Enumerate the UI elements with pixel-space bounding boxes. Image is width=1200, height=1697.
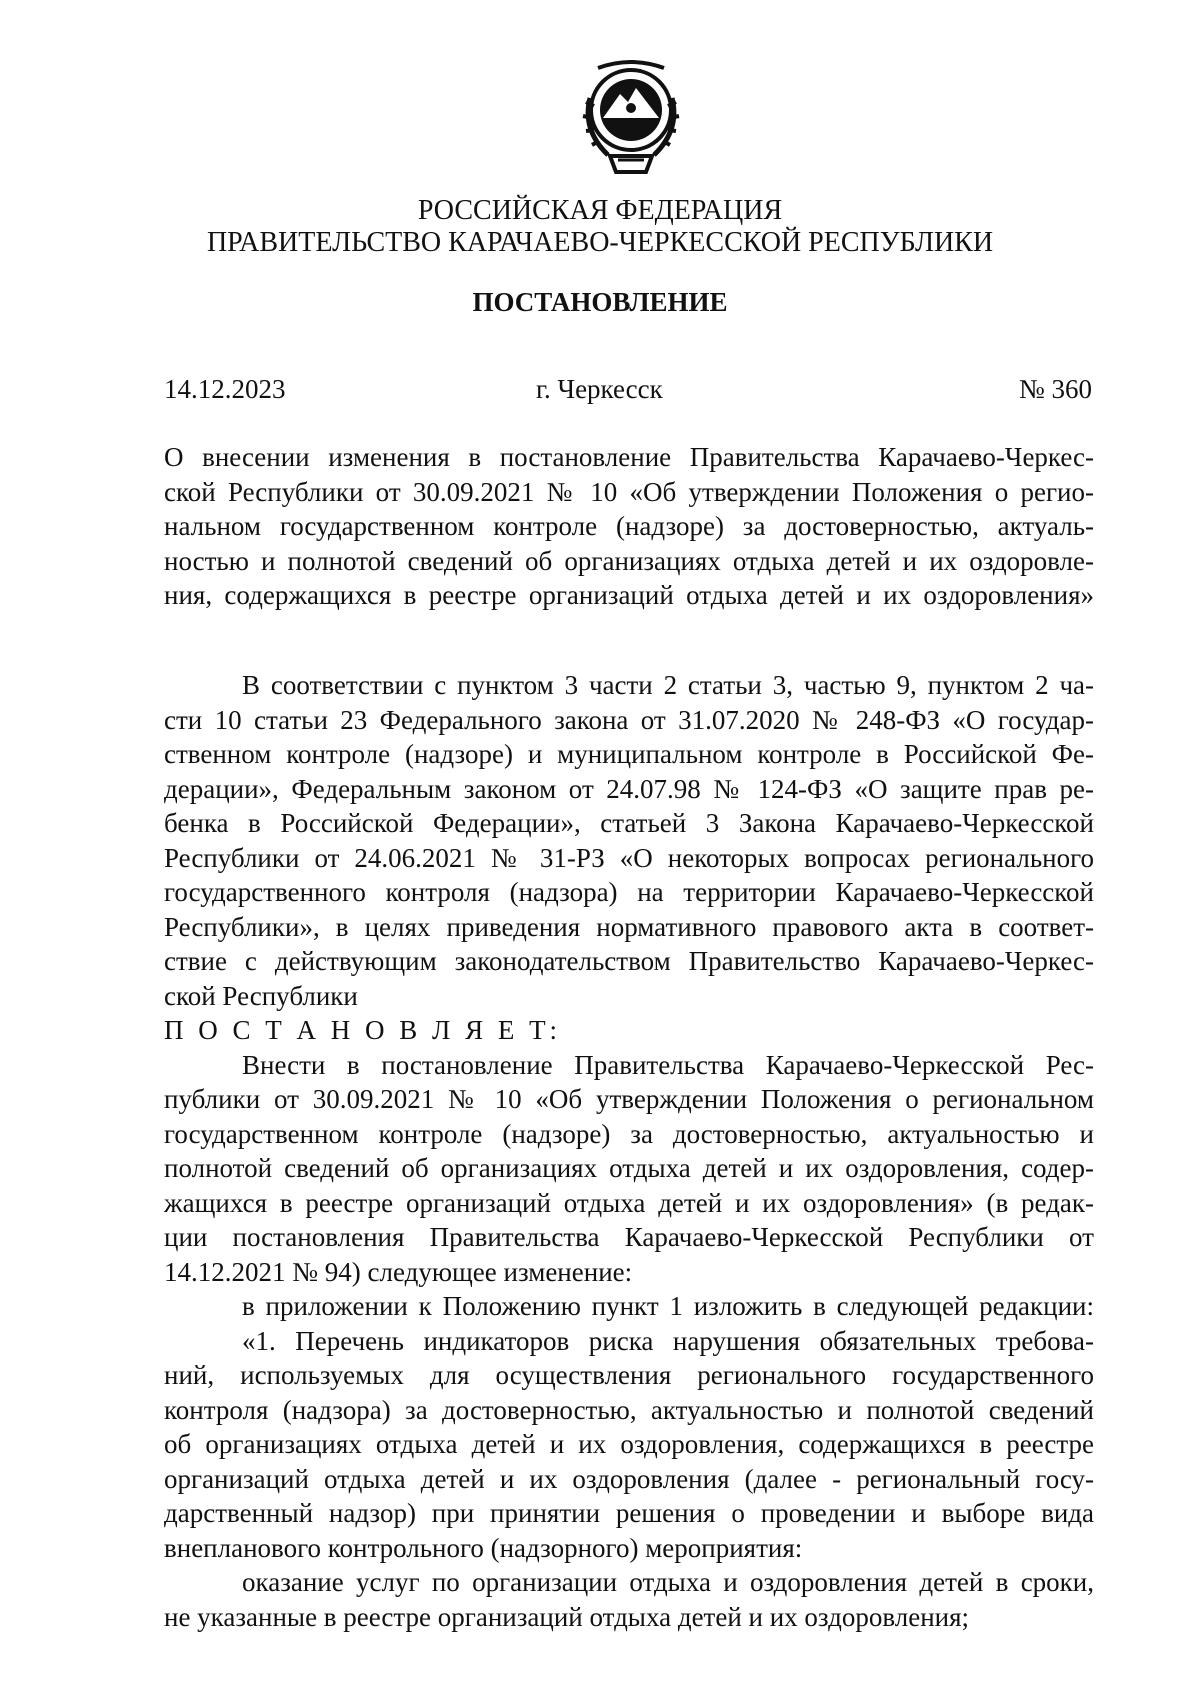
paragraph-line: контроля (надзора) за достоверностью, актуальностью и полнотой сведений [164,1394,1094,1425]
preamble-line: ственном контроле (надзоре) и муниципальном контроле в Российской Фе- [164,739,1094,769]
header-country: РОССИЙСКАЯ ФЕДЕРАЦИЯ [417,195,783,226]
paragraph-line: «1. Перечень индикаторов риска нарушения обязательных требова- [242,1325,1094,1356]
document-date: 14.12.2023 [164,374,286,404]
decree-word: П О С Т А Н О В Л Я Е Т: [164,1015,562,1045]
paragraph-line: ний, используемых для осуществления регионального государственного [164,1360,1094,1390]
header-government: ПРАВИТЕЛЬСТВО КАРАЧАЕВО-ЧЕРКЕССКОЙ РЕСПУБЛИКИ [206,227,994,258]
paragraph-line: государственном контроле (надзоре) за достоверностью, актуальностью и [164,1118,1094,1149]
preamble-line: бенка в Российской Федерации», статьей 3 Закона Карачаево-Черкесской [164,808,1094,838]
preamble-line: Республики», в целях приведения нормативного правового акта в соответ- [164,911,1094,942]
subject-line: ния, содержащихся в реестре организаций отдыха детей и их оздоровления» [164,580,1094,610]
paragraph-line: публики от 30.09.2021 № 10 «Об утверждении Положения о региональном [164,1084,1094,1114]
preamble-line: государственного контроля (надзора) на территории Карачаево-Черкесской [164,877,1094,907]
subject-line: ской Республики от 30.09.2021 № 10 «Об утверждении Положения о регио- [164,476,1094,507]
paragraph-line: организаций отдыха детей и их оздоровления (далее - региональный госу- [164,1463,1094,1494]
paragraph-line: ции постановления Правительства Карачаево-Черкесской Республики от [164,1222,1094,1252]
paragraph-line: в приложении к Положению пункт 1 изложить в следующей редакции: [242,1291,1094,1321]
document-type-title: ПОСТАНОВЛЕНИЕ [472,287,728,317]
preamble-line: Республики от 24.06.2021 № 31-РЗ «О некоторых вопросах регионального [164,842,1094,873]
preamble-line: ствие с действующим законодательством Правительство Карачаево-Черкес- [164,946,1094,976]
paragraph-line: дарственный надзор) при принятии решения о проведении и выборе вида [164,1498,1094,1528]
subject-line: нальном государственном контроле (надзоре) за достоверностью, актуаль- [164,511,1094,541]
preamble [164,668,1094,1634]
document-place: г. Черкесск [536,374,663,404]
preamble-line: сти 10 статьи 23 Федерального закона от 31.07.2020 № 248-ФЗ «О государ- [164,704,1094,735]
subject-line: О внесении изменения в постановление Правительства Карачаево-Черкес- [164,442,1094,472]
preamble-line: В соответствии с пунктом 3 части 2 статьи 3, частью 9, пунктом 2 ча- [242,670,1094,700]
paragraph-line: 14.12.2021 № 94) следующее изменение: [164,1256,633,1287]
paragraph-line: оказание услуг по организации отдыха и оздоровления детей в сроки, [242,1567,1094,1597]
paragraph-line: жащихся в реестре организаций отдыха детей и их оздоровления» (в редак- [164,1187,1094,1218]
coat-of-arms-emblem [568,60,694,188]
subject-line: ностью и полнотой сведений об организациях отдыха детей и их оздоровле- [164,545,1094,576]
paragraph-line: не указанные в реестре организаций отдыха детей и их оздоровления; [164,1601,970,1632]
paragraph-line: внепланового контрольного (надзорного) мероприятия: [164,1532,803,1563]
paragraph-line: полнотой сведений об организациях отдыха детей и их оздоровления, содер- [164,1153,1094,1183]
preamble-line: ской Республики [164,980,358,1011]
preamble-line: дерации», Федеральным законом от 24.07.98 № 124-ФЗ «О защите прав ре- [164,773,1094,804]
document-subject [164,440,1094,613]
paragraph-line: Внести в постановление Правительства Карачаево-Черкесской Рес- [242,1049,1094,1080]
paragraph-line: об организациях отдыха детей и их оздоровления, содержащихся в реестре [164,1429,1094,1459]
document-number: № 360 [1018,374,1092,404]
